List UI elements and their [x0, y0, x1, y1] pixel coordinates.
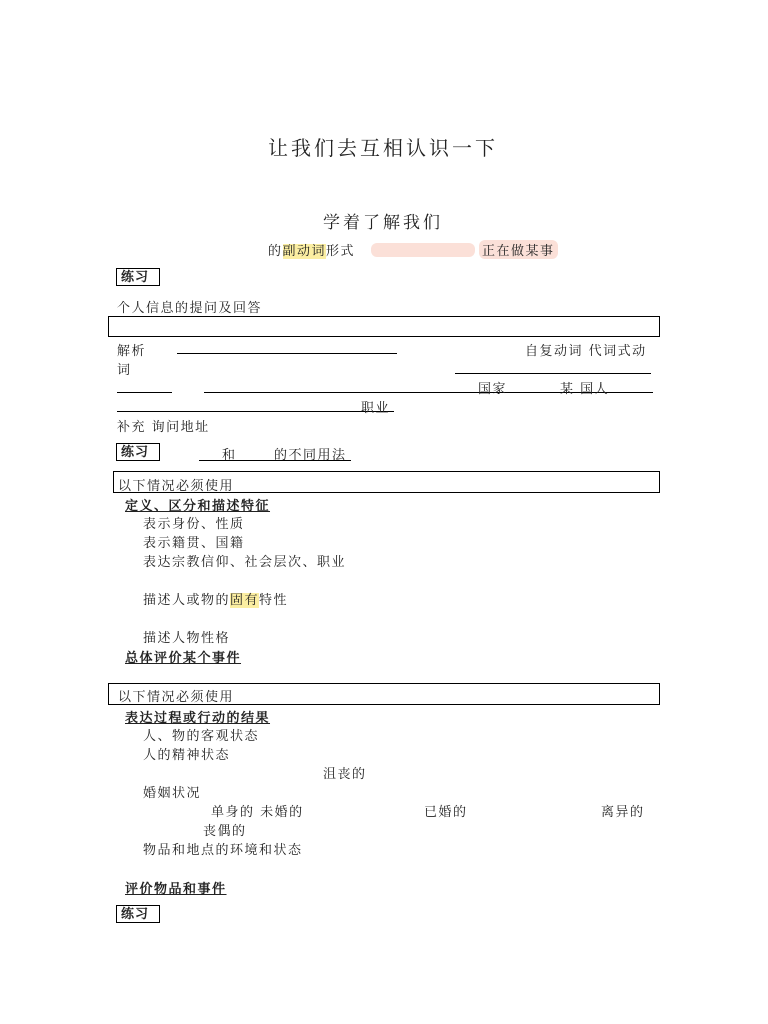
blank-line	[117, 392, 172, 393]
blank-line	[177, 353, 397, 354]
intro-line	[268, 240, 355, 259]
box1-item: 表示籍贯、国籍	[143, 536, 245, 551]
box1-item: 表示身份、性质	[143, 517, 245, 532]
usage-box-2-label: 以下情况必须使用	[118, 690, 235, 705]
blank-line	[455, 373, 651, 374]
environment-text: 物品和地点的环境和状态	[143, 843, 303, 858]
answer-box	[108, 316, 660, 337]
page-title: 让我们去互相认识一下	[268, 136, 498, 160]
box2-item: 人、物的客观状态	[143, 729, 260, 744]
box1-heading1: 定义、区分和描述特征	[125, 499, 271, 514]
box2-item: 人的精神状态	[143, 748, 231, 763]
section1-heading: 个人信息的提问及回答	[117, 301, 263, 316]
box2-heading2: 评价物品和事件	[125, 882, 227, 897]
depressed-text: 沮丧的	[323, 767, 367, 782]
single-text: 单身的 未婚的	[211, 805, 304, 820]
analysis-label: 解析	[117, 344, 147, 359]
intro-highlight: 副动词	[282, 244, 327, 259]
married-text: 已婚的	[424, 805, 468, 820]
widowed-text: 丧偶的	[203, 824, 247, 839]
occupation-label: 职业	[361, 401, 391, 416]
describe-suffix: 特性	[259, 593, 289, 608]
blank-line	[117, 411, 394, 412]
box2-heading1: 表达过程或行动的结果	[125, 711, 271, 726]
wrap-text: 词	[117, 363, 132, 378]
nationality-label: 某 国人	[560, 382, 610, 397]
exercise-label-1: 练习	[116, 268, 160, 286]
exercise-label-2: 练习	[116, 443, 160, 461]
page-subtitle: 学着了解我们	[323, 213, 443, 233]
marriage-text: 婚姻状况	[143, 786, 202, 801]
box1-heading2: 总体评价某个事件	[125, 651, 242, 666]
country-label: 国家	[478, 382, 508, 397]
usage-box-1-label: 以下情况必须使用	[118, 479, 235, 494]
describe-line	[143, 589, 288, 608]
intro-pill: 正在做某事	[479, 240, 558, 259]
reflexive-verb-text: 自复动词 代词式动	[525, 344, 647, 359]
exercise-label-3: 练习	[116, 905, 160, 923]
intro-blank-highlight	[371, 243, 475, 257]
and-word: 和	[222, 448, 237, 463]
describe-prefix: 描述人或物的	[143, 593, 231, 608]
usage-text: 的不同用法	[274, 448, 347, 463]
box1-item: 表达宗教信仰、社会层次、职业	[143, 555, 347, 570]
intro-prefix: 的	[268, 244, 283, 259]
divorced-text: 离异的	[601, 805, 645, 820]
intro-suffix: 形式	[326, 244, 356, 259]
describe-highlight: 固有	[230, 593, 260, 608]
supplement-text: 补充 询问地址	[117, 420, 210, 435]
personality-text: 描述人物性格	[143, 631, 231, 646]
